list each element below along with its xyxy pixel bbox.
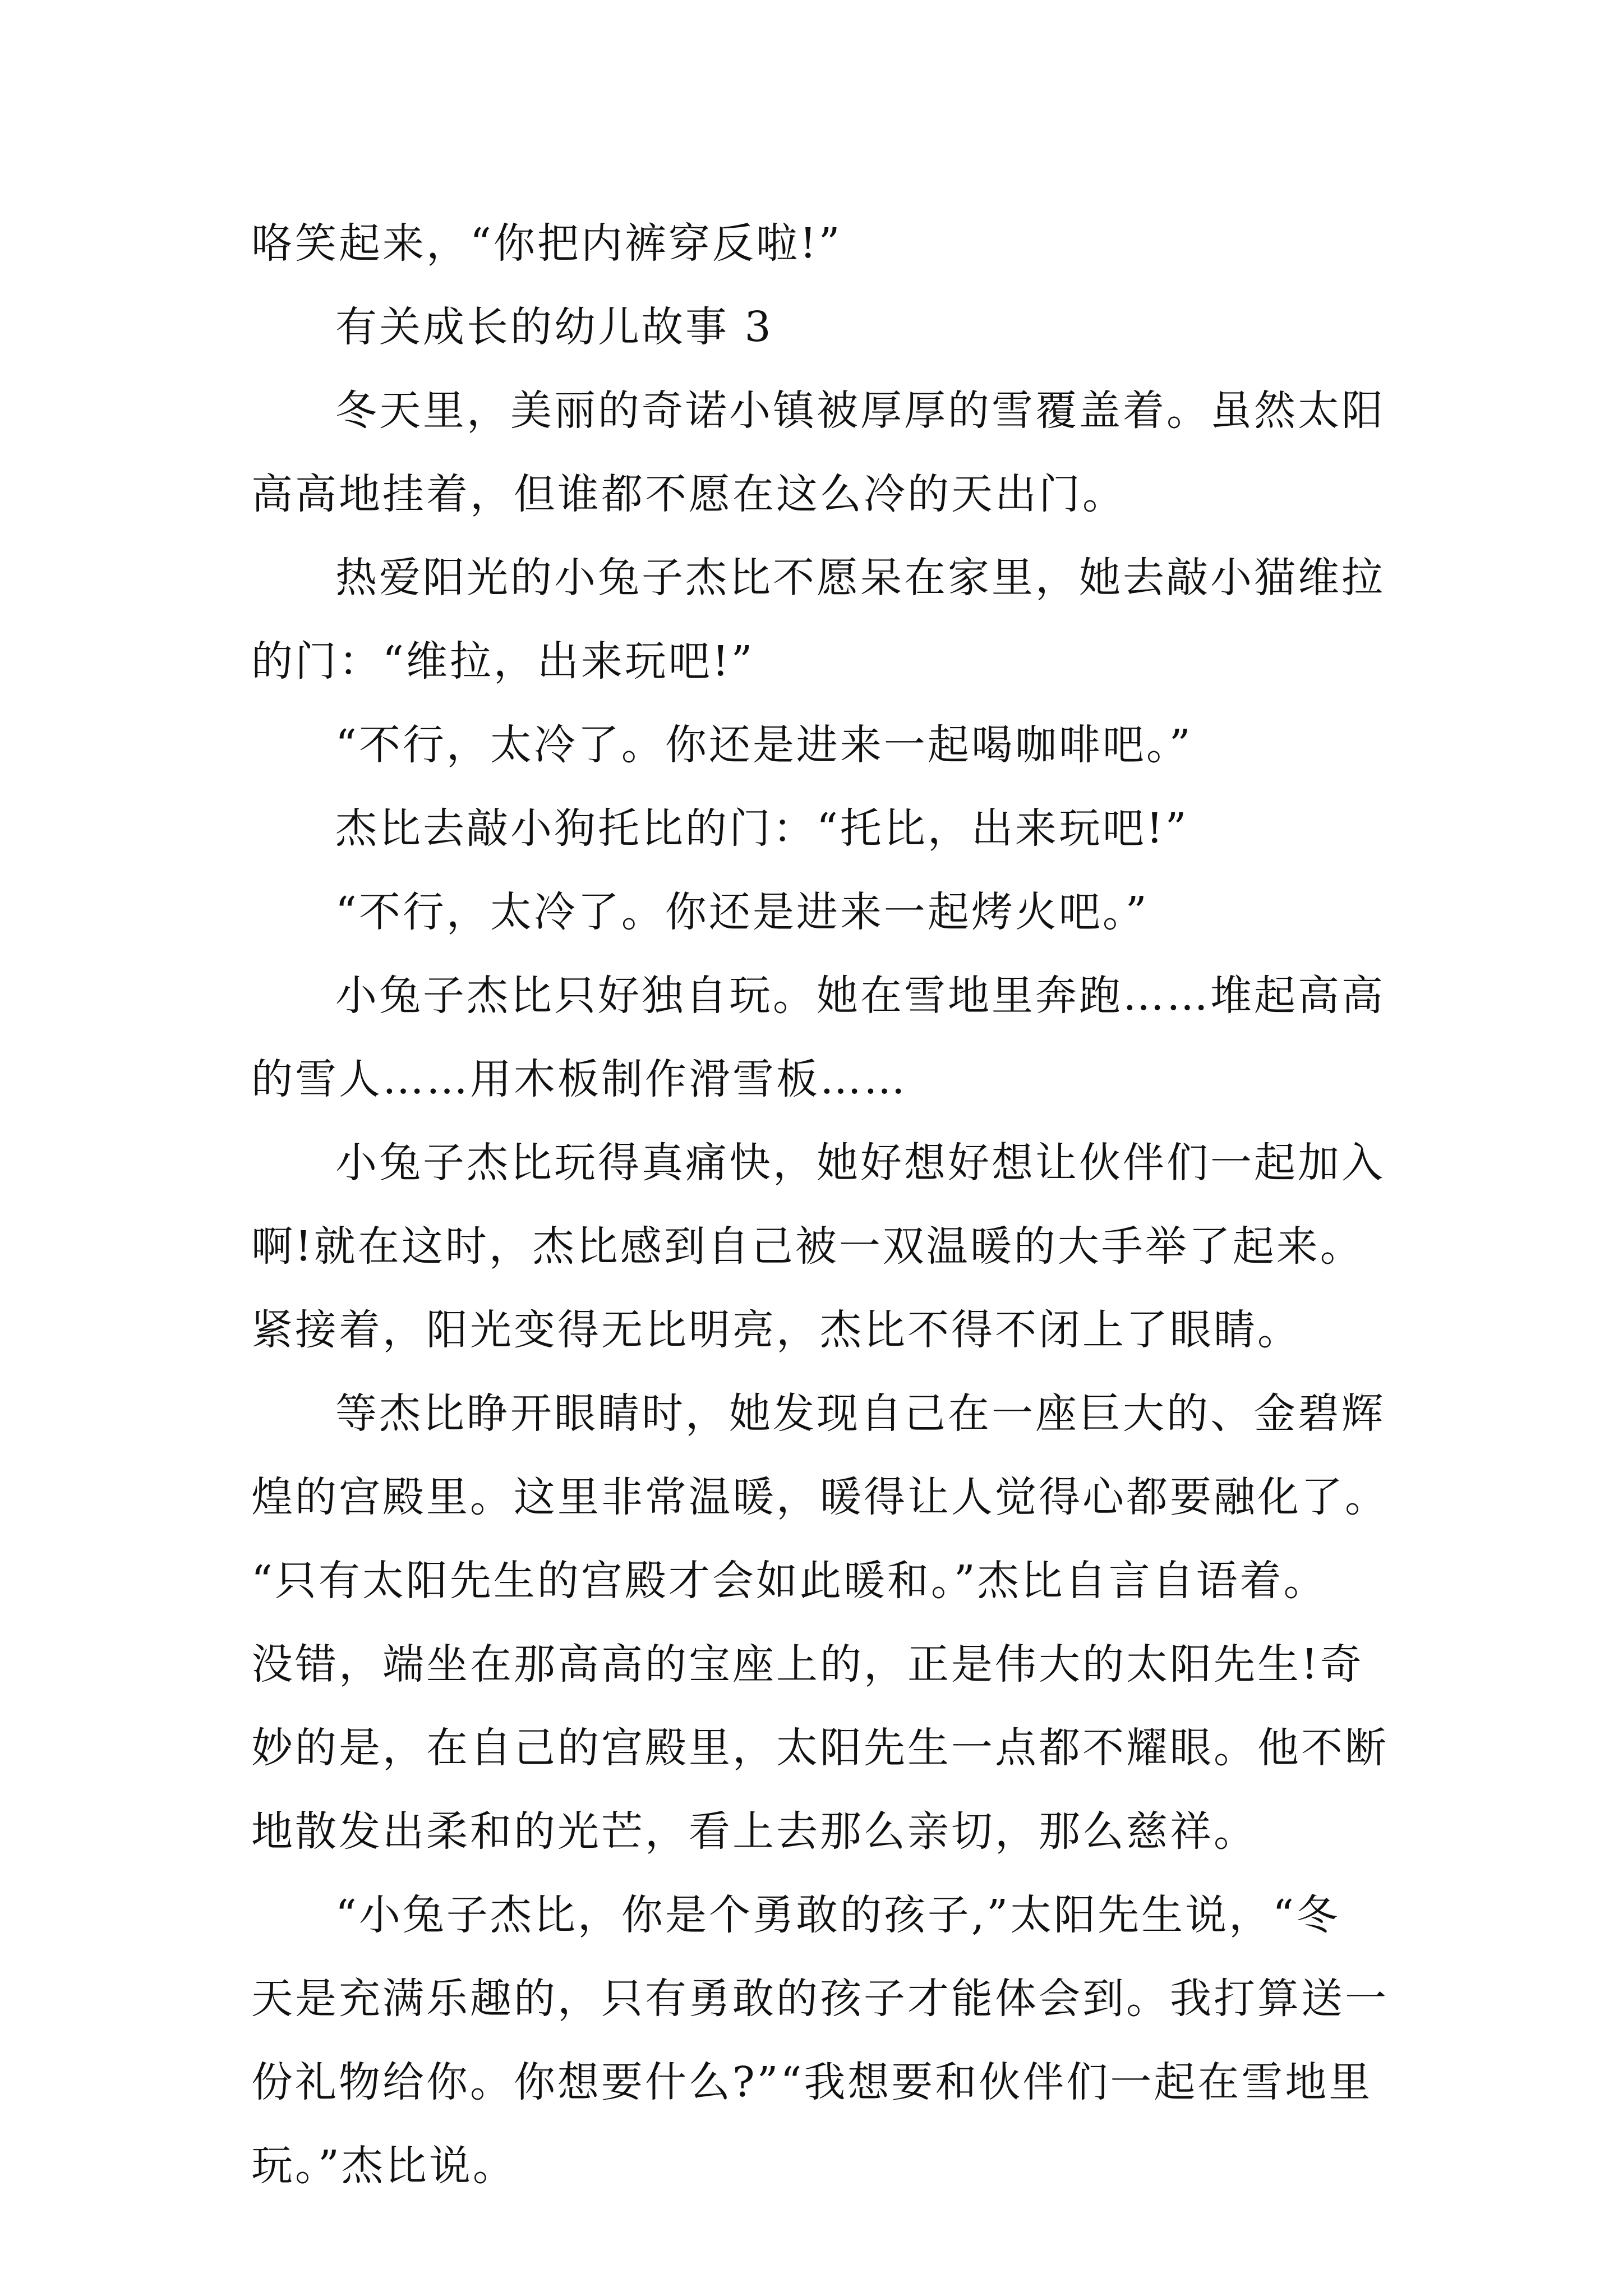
text-line-11: 的雪人……用木板制作滑雪板……: [251, 1055, 907, 1103]
story-text: [251, 202, 1390, 2208]
text-line-14: 紧接着，阳光变得无比明亮，杰比不得不闭上了眼睛。: [251, 1306, 1301, 1354]
text-line-3: 冬天里，美丽的奇诺小镇被厚厚的雪覆盖着。虽然太阳: [335, 386, 1385, 435]
text-line-8: 杰比去敲小狗托比的门：“托比，出来玩吧!”: [335, 804, 1189, 853]
text-line-15: 等杰比睁开眼睛时，她发现自己在一座巨大的、金碧辉: [335, 1389, 1385, 1438]
text-line-6: 的门：“维拉，出来玩吧!”: [251, 637, 755, 685]
text-line-13: 啊!就在这时，杰比感到自己被一双温暖的大手举了起来。: [251, 1222, 1364, 1271]
text-line-23: 份礼物给你。你想要什么?”“我想要和伙伴们一起在雪地里: [251, 2058, 1373, 2106]
text-line-16: 煌的宫殿里。这里非常温暖，暖得让人觉得心都要融化了。: [251, 1473, 1389, 1521]
text-line-10: 小兔子杰比只好独自玩。她在雪地里奔跑……堆起高高: [335, 972, 1385, 1020]
text-line-1: 咯笑起来，“你把内裤穿反啦!”: [251, 219, 842, 268]
text-line-7: “不行，太冷了。你还是进来一起喝咖啡吧。”: [335, 721, 1193, 769]
text-line-12: 小兔子杰比玩得真痛快，她好想好想让伙伴们一起加入: [335, 1139, 1385, 1187]
text-line-19: 妙的是，在自己的宫殿里，太阳先生一点都不耀眼。他不断: [251, 1724, 1389, 1772]
text-line-5: 热爱阳光的小兔子杰比不愿呆在家里，她去敲小猫维拉: [335, 554, 1385, 602]
text-line-21: “小兔子杰比，你是个勇敢的孩子,”太阳先生说，“冬: [335, 1891, 1340, 1939]
text-line-20: 地散发出柔和的光芒，看上去那么亲切，那么慈祥。: [251, 1807, 1257, 1856]
text-line-18: 没错，端坐在那高高的宝座上的，正是伟大的太阳先生!奇: [251, 1640, 1364, 1688]
text-line-24: 玩。”杰比说。: [251, 2142, 517, 2190]
story-heading: 有关成长的幼儿故事 3: [335, 303, 773, 351]
text-line-9: “不行，太冷了。你还是进来一起烤火吧。”: [335, 888, 1149, 936]
text-line-22: 天是充满乐趣的，只有勇敢的孩子才能体会到。我打算送一: [251, 1975, 1389, 2023]
text-line-4: 高高地挂着，但谁都不愿在这么冷的天出门。: [251, 470, 1126, 518]
text-line-17: “只有太阳先生的宫殿才会如此暖和。”杰比自言自语着。: [251, 1557, 1327, 1605]
